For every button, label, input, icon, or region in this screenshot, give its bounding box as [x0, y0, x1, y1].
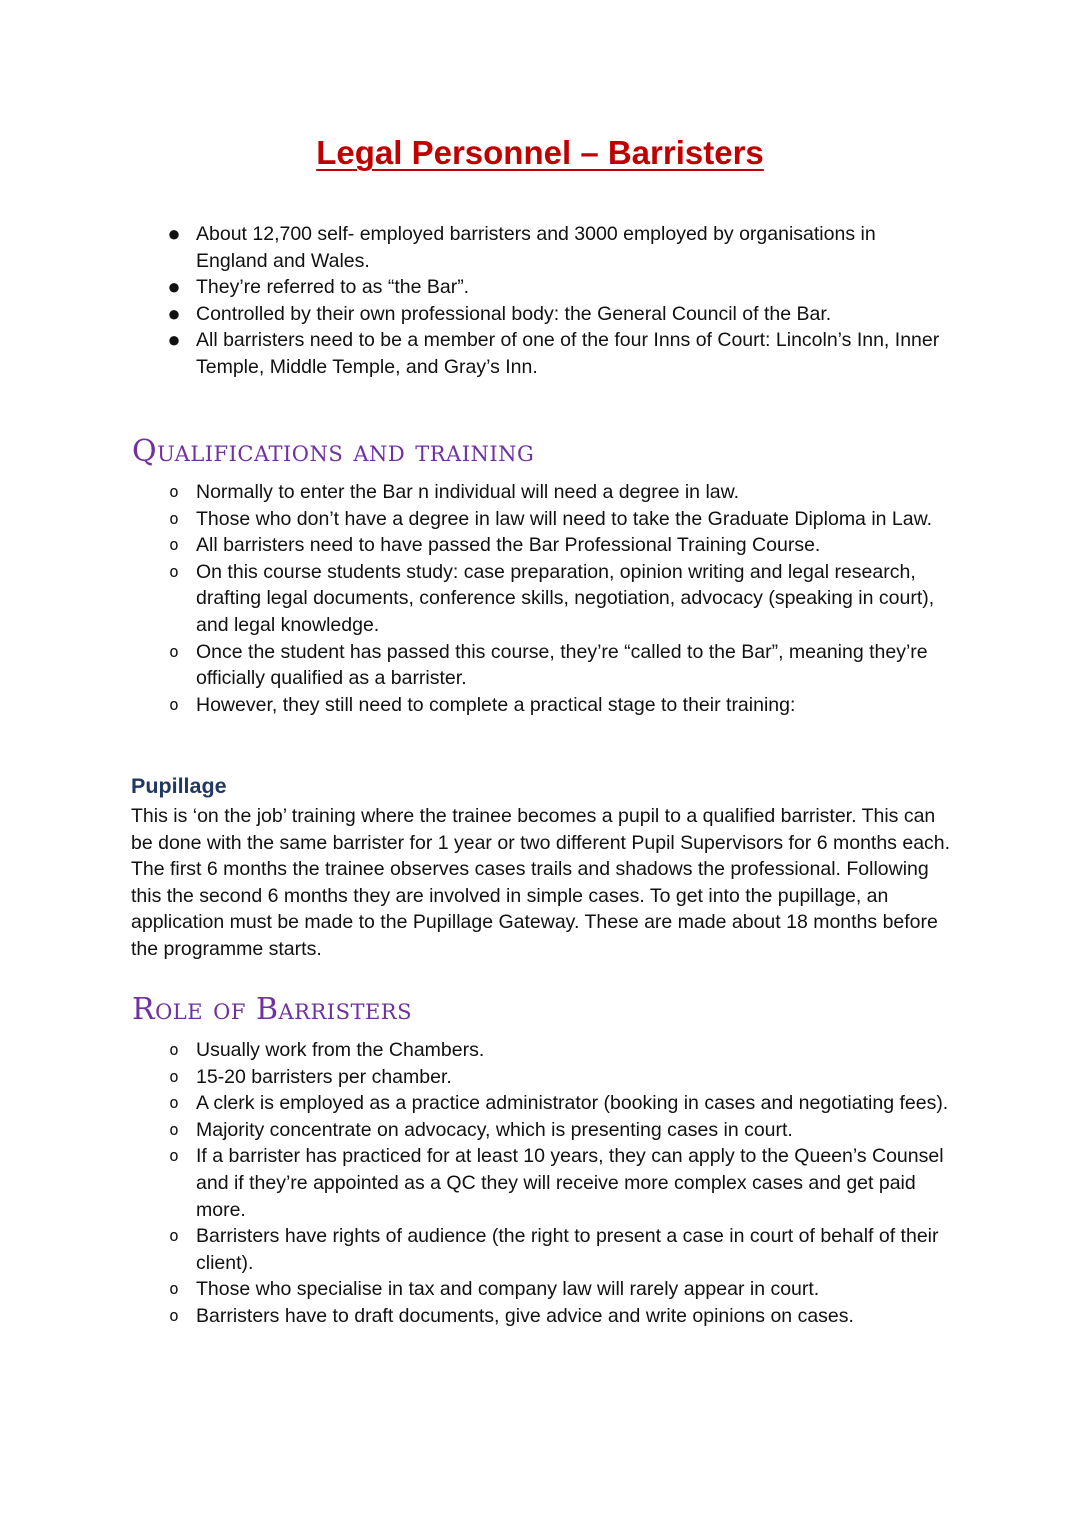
list-item [130, 479, 950, 506]
bullet-marker: ● [167, 300, 181, 326]
list-item-text: Those who don’t have a degree in law will need to take the Graduate Diploma in Law. [196, 507, 933, 530]
circle-marker: o [169, 694, 179, 714]
list-item-text: Barristers have to draft documents, give advice and write opinions on cases. [196, 1304, 854, 1327]
list-item-text: However, they still need to complete a practical stage to their training: [196, 693, 796, 716]
list-item [130, 274, 950, 301]
list-item-text: Controlled by their own professional body: the General Council of the Bar. [196, 302, 832, 325]
list-item [130, 1064, 950, 1091]
circle-marker: o [169, 1066, 179, 1086]
list-item-text: All barristers need to be a member of one of the four Inns of Court: Lincoln’s Inn, Inner Temple, Middle Temple, and Gray’s Inn. [196, 329, 940, 378]
circle-marker: o [169, 1119, 179, 1139]
page-title: Legal Personnel – Barristers [316, 134, 764, 171]
role-heading: Role of Barristers [132, 992, 412, 1027]
qualifications-heading: Qualifications and training [132, 434, 535, 469]
circle-marker: o [169, 1040, 179, 1059]
list-item [130, 532, 950, 559]
bullet-marker: ● [167, 327, 181, 353]
list-item [130, 221, 950, 274]
circle-marker: o [169, 1279, 179, 1299]
list-item-text: They’re referred to as “the Bar”. [196, 276, 470, 299]
intro-bullet-list [130, 221, 950, 381]
list-item-text: About 12,700 self- employed barristers and 3000 employed by organisations in England and Wales. [196, 223, 876, 272]
list-item [130, 692, 950, 719]
list-item [130, 1090, 950, 1117]
list-item [130, 559, 950, 639]
list-item [130, 1276, 950, 1303]
list-item [130, 1223, 950, 1276]
list-item [130, 1303, 950, 1330]
list-item-text: Once the student has passed this course, they’re “called to the Bar”, meaning they’re officially qualified as a barrister. [196, 640, 928, 690]
circle-marker: o [169, 1093, 179, 1113]
list-item-text: Majority concentrate on advocacy, which is presenting cases in court. [196, 1118, 793, 1141]
circle-marker: o [169, 1226, 179, 1246]
list-item-text: Usually work from the Chambers. [196, 1039, 485, 1061]
list-item-text: If a barrister has practiced for at least 10 years, they can apply to the Queen’s Counsel and if they’re appointed as a QC they will receive more complex cases and get paid more. [196, 1145, 944, 1221]
role-list [130, 1037, 950, 1330]
circle-marker: o [169, 641, 179, 661]
list-item-text: A clerk is employed as a practice administrator (booking in cases and negotiating fees). [196, 1092, 949, 1115]
list-item-text: On this course students study: case preparation, opinion writing and legal research, drafting legal documents, conference skills, negotiation, advocacy (speaking in court), and legal knowledge. [196, 560, 935, 636]
bullet-marker: ● [167, 274, 181, 300]
pupillage-heading: Pupillage [131, 774, 227, 798]
circle-marker: o [169, 535, 179, 555]
list-item-text: Normally to enter the Bar n individual will need a degree in law. [196, 481, 740, 503]
list-item-text: Those who specialise in tax and company law will rarely appear in court. [196, 1278, 820, 1301]
pupillage-paragraph: This is ‘on the job’ training where the trainee becomes a pupil to a qualified barrister. This can be done with the same barrister for 1 year or two different Pupil Supervisors for 6 months each. The first 6 months the trainee observes cases trails and shadows the professional. Following this the second 6 months they are involved in simple cases. To get into the pupillage, an application must be made to the Pupillage Gateway. These are made about 18 months before the programme starts. [131, 805, 951, 960]
list-item-text: Barristers have rights of audience (the right to present a case in court of behalf of their client). [196, 1225, 939, 1274]
qualifications-list [130, 479, 950, 718]
circle-marker: o [169, 482, 179, 501]
list-item-text: All barristers need to have passed the Bar Professional Training Course. [196, 534, 821, 557]
circle-marker: o [169, 508, 179, 528]
list-item [130, 1037, 950, 1064]
circle-marker: o [169, 1305, 179, 1325]
list-item [130, 1143, 950, 1223]
list-item [130, 506, 950, 533]
circle-marker: o [169, 561, 179, 581]
list-item [130, 1117, 950, 1144]
bullet-marker: ● [167, 221, 181, 246]
list-item-text: 15-20 barristers per chamber. [196, 1065, 452, 1088]
list-item [130, 639, 950, 692]
list-item [130, 301, 950, 328]
list-item [130, 327, 950, 380]
circle-marker: o [169, 1146, 179, 1166]
